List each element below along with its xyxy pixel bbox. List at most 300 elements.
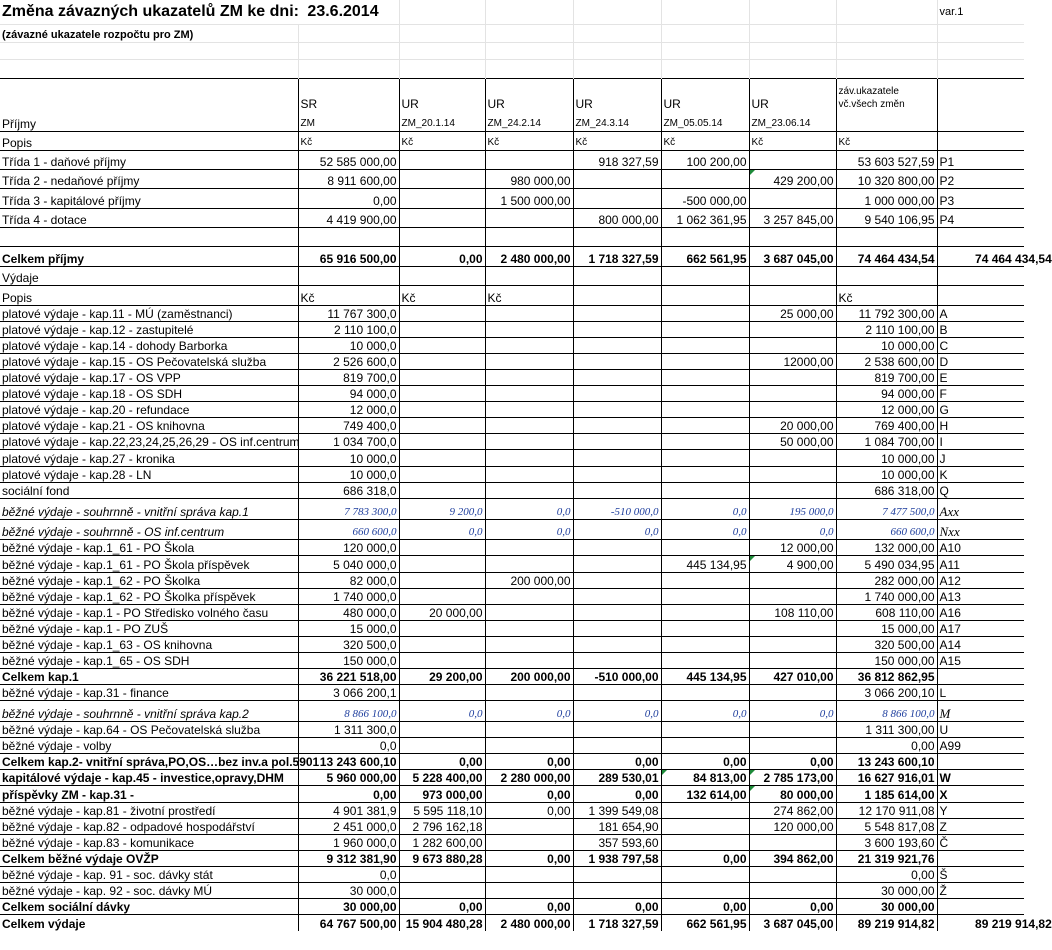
value-cell (485, 883, 573, 899)
value-cell: 4 900,00 (749, 556, 836, 572)
value-cell: 0,00 (485, 850, 573, 866)
table-row (0, 883, 1024, 899)
value-cell: 1 500 000,00 (485, 189, 573, 208)
value-cell (573, 572, 661, 588)
row-label: běžné výdaje - souhrnně - OS inf.centrum (0, 519, 298, 540)
row-code: A (937, 305, 1024, 321)
value-cell: 89 219 914,82 (836, 915, 937, 931)
col-code: ZM_20.1.14 (399, 111, 485, 131)
row-label: běžné výdaje - kap.1_62 - PO Školka příspěvek (0, 588, 298, 604)
value-cell: 0,00 (485, 754, 573, 770)
value-cell (749, 866, 836, 882)
popis-label: Popis (0, 286, 298, 305)
row-label: platové výdaje - kap.20 - refundace (0, 402, 298, 418)
value-cell (399, 738, 485, 754)
table-row (0, 685, 1024, 701)
row-code: B (937, 321, 1024, 337)
row-label: platové výdaje - kap.15 - OS Pečovatelská služba (0, 353, 298, 369)
value-cell: 94 000,00 (836, 386, 937, 402)
table-row (0, 701, 1024, 722)
value-cell: 1 718 327,59 (573, 247, 661, 266)
value-cell (573, 450, 661, 466)
value-cell (399, 370, 485, 386)
value-cell: 10 000,0 (298, 337, 399, 353)
row-label: běžné výdaje - kap.1 - PO ZUŠ (0, 620, 298, 636)
value-cell (485, 305, 573, 321)
value-cell (485, 604, 573, 620)
value-cell: 36 221 518,00 (298, 669, 399, 685)
value-cell: 320 500,00 (836, 636, 937, 652)
row-code: P4 (937, 208, 1024, 227)
value-cell (661, 402, 749, 418)
value-cell: 10 000,00 (836, 337, 937, 353)
value-cell: 12 000,00 (836, 402, 937, 418)
row-code: A13 (937, 588, 1024, 604)
value-cell (573, 738, 661, 754)
value-cell (485, 450, 573, 466)
value-cell: 0,00 (661, 754, 749, 770)
row-code: Š (937, 866, 1024, 882)
value-cell (399, 588, 485, 604)
title-row (0, 0, 1024, 24)
unit-label (749, 286, 836, 305)
unit-label: Kč (298, 131, 399, 150)
col-code: ZM_05.05.14 (661, 111, 749, 131)
value-cell (749, 337, 836, 353)
value-cell: 429 200,00 (749, 169, 836, 188)
value-cell (573, 722, 661, 738)
title-text: Změna závazných ukazatelů ZM ke dni: (2, 2, 299, 20)
value-cell (399, 353, 485, 369)
row-label: platové výdaje - kap.11 - MÚ (zaměstnanci) (0, 305, 298, 321)
value-cell: 132 000,00 (836, 540, 937, 556)
value-cell: 1 960 000,0 (298, 834, 399, 850)
value-cell (573, 685, 661, 701)
col-code: ZM_24.2.14 (485, 111, 573, 131)
value-cell: 2 526 600,0 (298, 353, 399, 369)
value-cell: 769 400,00 (836, 418, 937, 434)
value-cell (485, 722, 573, 738)
value-cell (661, 866, 749, 882)
row-label: platové výdaje - kap.17 - OS VPP (0, 370, 298, 386)
empty-cell (485, 266, 573, 285)
empty-cell (573, 266, 661, 285)
value-cell (485, 685, 573, 701)
row-label: běžné výdaje - kap.1_61 - PO Škola příspěvek (0, 556, 298, 572)
value-cell (661, 722, 749, 738)
row-label: Třída 3 - kapitálové příjmy (0, 189, 298, 208)
value-cell (749, 150, 836, 169)
value-cell: 0,0 (661, 519, 749, 540)
value-cell (661, 653, 749, 669)
table-row (0, 386, 1024, 402)
expenditure-unit-row (0, 286, 1024, 305)
empty-cell (399, 228, 485, 247)
value-cell (661, 572, 749, 588)
value-cell (399, 305, 485, 321)
value-cell: 5 040 000,0 (298, 556, 399, 572)
value-cell (399, 150, 485, 169)
row-label: Celkem kap.2- vnitřní správa,PO,OS…bez inv.a pol.5901 (2, 755, 320, 770)
unit-label: Kč (836, 131, 937, 150)
value-cell (749, 653, 836, 669)
value-cell: 800 000,00 (573, 208, 661, 227)
value-cell (485, 588, 573, 604)
value-cell: 2 110 100,0 (298, 321, 399, 337)
value-cell (573, 636, 661, 652)
row-code: K (937, 466, 1024, 482)
value-cell: 29 200,00 (399, 669, 485, 685)
value-cell: 0,0 (485, 519, 573, 540)
row-label: platové výdaje - kap.28 - LN (0, 466, 298, 482)
value-cell (749, 883, 836, 899)
value-cell: 660 600,0 (298, 519, 399, 540)
table-row (0, 866, 1024, 882)
row-code: L (937, 685, 1024, 701)
value-cell: 0,0 (661, 498, 749, 519)
value-cell (485, 540, 573, 556)
value-cell (485, 402, 573, 418)
value-cell: 1 399 549,08 (573, 802, 661, 818)
value-cell (399, 337, 485, 353)
table-row (0, 169, 1024, 188)
value-cell (749, 738, 836, 754)
value-cell (485, 370, 573, 386)
popis-label: Popis (0, 131, 298, 150)
row-label: Celkem sociální dávky (0, 899, 298, 915)
value-cell: 1 000 000,00 (836, 189, 937, 208)
value-cell: 0,0 (573, 701, 661, 722)
value-cell (485, 208, 573, 227)
value-cell (749, 572, 836, 588)
value-cell: 0,00 (573, 754, 661, 770)
table-row (0, 588, 1024, 604)
value-cell: 1 185 614,00 (836, 786, 937, 802)
value-cell: 1 311 300,0 (298, 722, 399, 738)
value-cell (749, 370, 836, 386)
value-cell: 120 000,00 (749, 818, 836, 834)
value-cell (399, 620, 485, 636)
row-code: E (937, 370, 1024, 386)
value-cell: 980 000,00 (485, 169, 573, 188)
table-row (0, 669, 1024, 685)
empty-cell (298, 228, 399, 247)
value-cell (573, 305, 661, 321)
value-cell: 1 062 361,95 (661, 208, 749, 227)
value-cell: 10 000,00 (836, 450, 937, 466)
value-cell: 65 916 500,00 (298, 247, 399, 266)
table-row (0, 498, 1024, 519)
row-code: Z (937, 818, 1024, 834)
row-code: Axx (937, 498, 1024, 519)
value-cell (661, 337, 749, 353)
empty-cell (399, 266, 485, 285)
value-cell (399, 321, 485, 337)
table-row (0, 321, 1024, 337)
row-label: platové výdaje - kap.18 - OS SDH (0, 386, 298, 402)
value-cell: 2 110 100,00 (836, 321, 937, 337)
value-cell (399, 636, 485, 652)
value-cell: 15 000,00 (836, 620, 937, 636)
row-code (937, 899, 1024, 915)
row-code: P2 (937, 169, 1024, 188)
blank-row (0, 42, 1024, 59)
value-cell: 749 400,0 (298, 418, 399, 434)
unit-label: Kč (399, 131, 485, 150)
value-cell (661, 434, 749, 450)
col-code: ZM_23.06.14 (749, 111, 836, 131)
value-cell (399, 685, 485, 701)
value-cell (485, 556, 573, 572)
table-row (0, 786, 1024, 802)
value-cell (485, 321, 573, 337)
value-cell: 2 451 000,0 (298, 818, 399, 834)
value-cell (399, 572, 485, 588)
value-cell: 5 490 034,95 (836, 556, 937, 572)
row-code: H (937, 418, 1024, 434)
value-cell: 1 740 000,0 (298, 588, 399, 604)
page-title (0, 0, 399, 24)
value-cell: 150 000,0 (298, 653, 399, 669)
col-type-ur: UR (749, 78, 836, 111)
value-cell: 100 200,00 (661, 150, 749, 169)
row-code: A12 (937, 572, 1024, 588)
value-cell (661, 802, 749, 818)
value-cell (749, 450, 836, 466)
value-cell (661, 466, 749, 482)
value-cell: 9 673 880,28 (399, 850, 485, 866)
value-cell: 132 614,00 (661, 786, 749, 802)
table-row (0, 418, 1024, 434)
variant-label: var.1 (937, 0, 1024, 24)
value-cell (485, 353, 573, 369)
value-cell (399, 883, 485, 899)
row-label: sociální fond (0, 482, 298, 498)
unit-label: Kč (298, 286, 399, 305)
value-cell (573, 386, 661, 402)
value-cell: 2 480 000,00 (485, 247, 573, 266)
table-row (0, 189, 1024, 208)
table-row (0, 802, 1024, 818)
value-cell: 9 200,0 (399, 498, 485, 519)
row-code: X (937, 786, 1024, 802)
value-cell: 1 740 000,00 (836, 588, 937, 604)
empty-cell (836, 228, 937, 247)
value-cell (399, 466, 485, 482)
row-code: F (937, 386, 1024, 402)
value-cell (399, 402, 485, 418)
value-cell: 0,0 (573, 519, 661, 540)
column-type-row (0, 78, 1024, 111)
table-row (0, 738, 1024, 754)
value-cell: 50 000,00 (749, 434, 836, 450)
value-cell: 686 318,00 (836, 482, 937, 498)
table-row (0, 620, 1024, 636)
value-cell: 0,0 (399, 519, 485, 540)
value-cell: 608 110,00 (836, 604, 937, 620)
value-cell: 7 783 300,0 (298, 498, 399, 519)
value-cell (573, 620, 661, 636)
value-cell (749, 685, 836, 701)
value-cell (661, 353, 749, 369)
empty-cell (485, 228, 573, 247)
value-cell: 15 000,0 (298, 620, 399, 636)
row-code: A99 (937, 738, 1024, 754)
row-code: Y (937, 802, 1024, 818)
value-cell (573, 540, 661, 556)
unit-label: Kč (836, 286, 937, 305)
value-cell: 0,00 (298, 786, 399, 802)
value-cell: 8 911 600,00 (298, 169, 399, 188)
value-cell (661, 321, 749, 337)
blank-row (0, 59, 1024, 78)
table-row (0, 556, 1024, 572)
value-cell: 2 280 000,00 (485, 770, 573, 786)
row-code: P3 (937, 189, 1024, 208)
value-cell: 0,00 (836, 866, 937, 882)
value-cell: 200 000,00 (485, 572, 573, 588)
value-cell (399, 386, 485, 402)
value-cell: 2 480 000,00 (485, 915, 573, 931)
value-cell (399, 450, 485, 466)
value-cell: 74 464 434,54 (836, 247, 937, 266)
value-cell: 1 311 300,00 (836, 722, 937, 738)
empty-cell (661, 266, 749, 285)
value-cell: 1 938 797,58 (573, 850, 661, 866)
value-cell: 0,00 (661, 850, 749, 866)
value-cell (573, 588, 661, 604)
unit-label (573, 286, 661, 305)
value-cell: 30 000,00 (298, 899, 399, 915)
col-type-ur: UR (485, 78, 573, 111)
row-label: Celkem kap.1 (0, 669, 298, 685)
value-cell: 12 000,00 (749, 540, 836, 556)
row-label: běžné výdaje - volby (0, 738, 298, 754)
col-type-sr: SR (298, 78, 399, 111)
value-cell (573, 466, 661, 482)
value-cell: 0,00 (749, 899, 836, 915)
value-cell: 10 320 800,00 (836, 169, 937, 188)
row-label: běžné výdaje - souhrnně - vnitřní správa kap.1 (0, 498, 298, 519)
value-cell (749, 722, 836, 738)
value-cell: 0,0 (298, 866, 399, 882)
value-cell: 12 000,0 (298, 402, 399, 418)
row-code: D (937, 353, 1024, 369)
value-cell: 0,0 (485, 701, 573, 722)
value-cell (485, 337, 573, 353)
value-cell (661, 834, 749, 850)
unit-label: Kč (485, 286, 573, 305)
row-label: běžné výdaje - kap.1_61 - PO Škola (0, 540, 298, 556)
row-label: Celkem běžné výdaje OVŽP (0, 850, 298, 866)
unit-label: Kč (749, 131, 836, 150)
value-cell: 0,00 (485, 786, 573, 802)
value-cell: 181 654,90 (573, 818, 661, 834)
value-cell (749, 386, 836, 402)
value-cell (749, 588, 836, 604)
value-cell (749, 189, 836, 208)
unit-row (0, 131, 1024, 150)
row-label: běžné výdaje - kap.31 - finance (0, 685, 298, 701)
value-cell (399, 540, 485, 556)
value-cell: 12 170 911,08 (836, 802, 937, 818)
section-label-income: Příjmy (2, 116, 36, 131)
value-cell: -500 000,00 (661, 189, 749, 208)
row-code: A17 (937, 620, 1024, 636)
value-cell (399, 653, 485, 669)
value-cell (485, 150, 573, 169)
table-row (0, 572, 1024, 588)
value-cell (573, 370, 661, 386)
value-cell: 150 000,00 (836, 653, 937, 669)
value-cell: 10 000,00 (836, 466, 937, 482)
value-cell (661, 620, 749, 636)
income-total-row (0, 247, 1024, 266)
table-row (0, 466, 1024, 482)
value-cell (573, 189, 661, 208)
table-row (0, 899, 1024, 915)
row-label: běžné výdaje - souhrnně - vnitřní správa kap.2 (0, 701, 298, 722)
empty-cell (937, 228, 1024, 247)
table-row (0, 434, 1024, 450)
section-label-row (0, 266, 1024, 285)
value-cell: 20 000,00 (399, 604, 485, 620)
value-cell: 662 561,95 (661, 915, 749, 931)
value-cell: 3 687 045,00 (749, 247, 836, 266)
value-cell: 80 000,00 (749, 786, 836, 802)
empty-cell (749, 228, 836, 247)
table-row (0, 915, 1024, 931)
value-cell (661, 685, 749, 701)
value-cell: 10 000,0 (298, 450, 399, 466)
value-cell (749, 636, 836, 652)
value-cell: 3 687 045,00 (749, 915, 836, 931)
value-cell (661, 883, 749, 899)
value-cell (661, 818, 749, 834)
value-cell (749, 321, 836, 337)
value-cell: 200 000,00 (485, 669, 573, 685)
title-date: 23.6.2014 (307, 2, 379, 20)
value-cell: 11 792 300,00 (836, 305, 937, 321)
value-cell: 1 282 600,00 (399, 834, 485, 850)
row-code: M (937, 701, 1024, 722)
table-row (0, 337, 1024, 353)
value-cell: 3 257 845,00 (749, 208, 836, 227)
row-label: platové výdaje - kap.21 - OS knihovna (0, 418, 298, 434)
value-cell: -510 000,00 (573, 669, 661, 685)
value-cell: 13 243 600,10 (298, 754, 399, 770)
row-label: běžné výdaje - kap.64 - OS Pečovatelská služba (0, 722, 298, 738)
value-cell (399, 722, 485, 738)
value-cell: 53 603 527,59 (836, 150, 937, 169)
value-cell (573, 866, 661, 882)
col-code: ZM_24.3.14 (573, 111, 661, 131)
row-code (937, 247, 973, 266)
value-cell (661, 450, 749, 466)
value-cell: 282 000,00 (836, 572, 937, 588)
value-cell: 0,00 (485, 899, 573, 915)
value-cell: 0,00 (573, 786, 661, 802)
value-cell: 3 066 200,10 (836, 685, 937, 701)
value-cell: 320 500,0 (298, 636, 399, 652)
value-cell: 4 419 900,00 (298, 208, 399, 227)
value-cell (485, 738, 573, 754)
value-cell (661, 738, 749, 754)
value-cell: 195 000,0 (749, 498, 836, 519)
value-cell: 0,0 (749, 519, 836, 540)
empty-cell (573, 228, 661, 247)
row-label: Celkem příjmy (0, 247, 298, 266)
